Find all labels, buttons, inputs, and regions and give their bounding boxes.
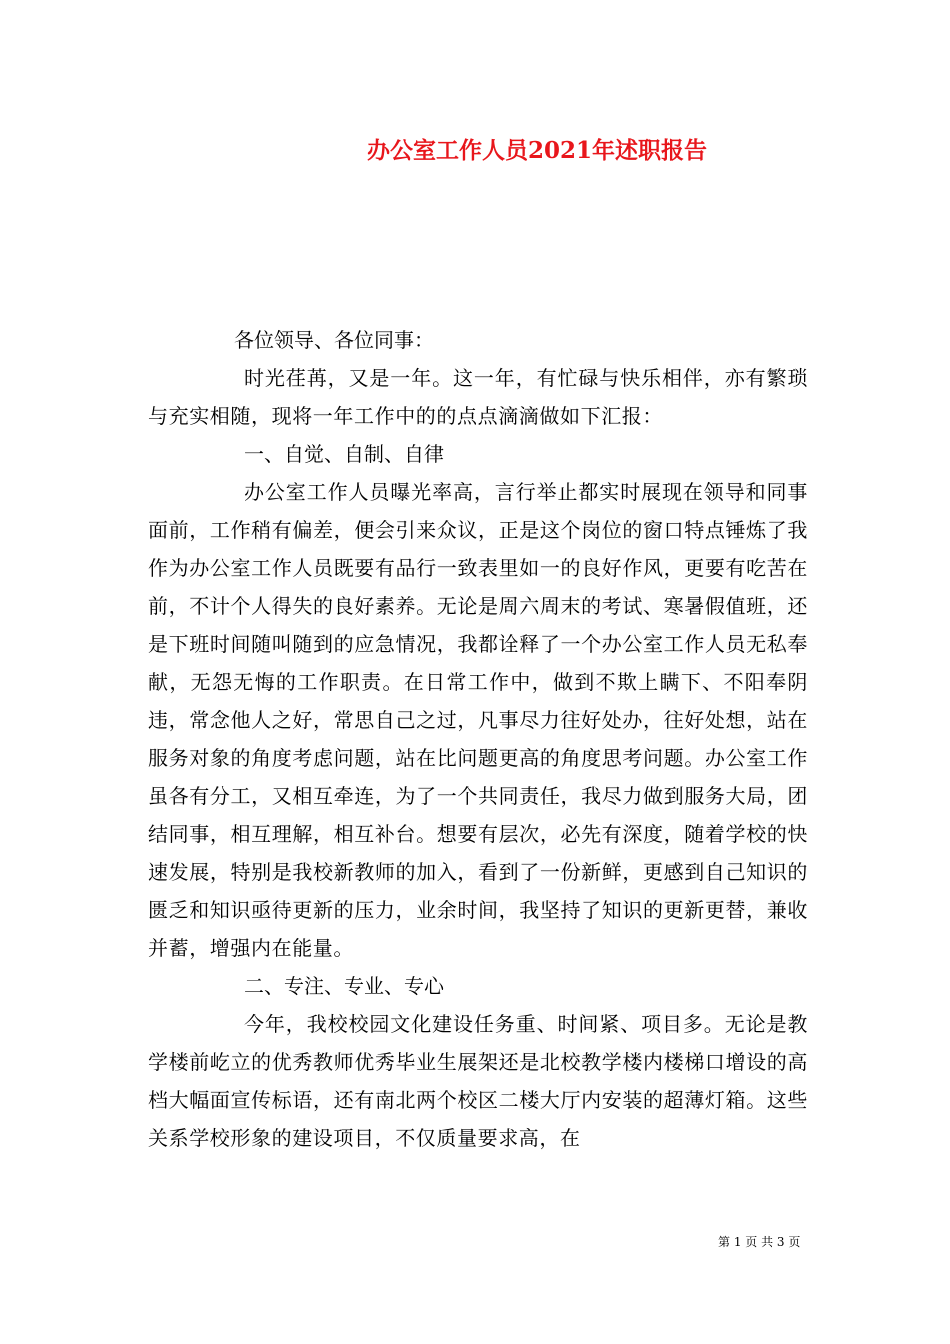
- page-number-footer: 第 1 页 共 3 页: [718, 1235, 801, 1249]
- document-body: [148, 321, 808, 1157]
- section-1-paragraph: 办公室工作人员曝光率高，言行举止都实时展现在领导和同事面前，工作稍有偏差，便会引来众议，正是这个岗位的窗口特点锤炼了我作为办公室工作人员既要有品行一致表里如一的良好作风，更要有吃苦在前，不计个人得失的良好素养。无论是周六周末的考试、寒暑假值班，还是下班时间随叫随到的应急情况，我都诠释了一个办公室工作人员无私奉献，无怨无悔的工作职责。在日常工作中，做到不欺上瞒下、不阳奉阴违，常念他人之好，常思自己之过，凡事尽力往好处办，往好处想，站在服务对象的角度考虑问题，站在比问题更高的角度思考问题。办公室工作虽各有分工，又相互牵连，为了一个共同责任，我尽力做到服务大局，团结同事，相互理解，相互补台。想要有层次，必先有深度，随着学校的快速发展，特别是我校新教师的加入，看到了一份新鲜，更感到自己知识的匮乏和知识亟待更新的压力，业余时间，我坚持了知识的更新更替，兼收并蓄，增强内在能量。: [148, 480, 808, 960]
- intro-paragraph: 时光荏苒，又是一年。这一年，有忙碌与快乐相伴，亦有繁琐与充实相随，现将一年工作中的的点点滴滴做如下汇报：: [148, 366, 808, 428]
- section-1-heading: 一、自觉、自制、自律: [244, 442, 444, 466]
- salutation: 各位领导、各位同事：: [234, 328, 434, 352]
- section-2-paragraph: 今年，我校校园文化建设任务重、时间紧、项目多。无论是教学楼前屹立的优秀教师优秀毕业生展架还是北校教学楼内楼梯口增设的高档大幅面宣传标语，还有南北两个校区二楼大厅内安装的超薄灯箱。这些关系学校形象的建设项目，不仅质量要求高，在: [148, 1012, 808, 1150]
- document-title: 办公室工作人员2021年述职报告: [367, 137, 708, 164]
- section-2-heading: 二、专注、专业、专心: [244, 974, 444, 998]
